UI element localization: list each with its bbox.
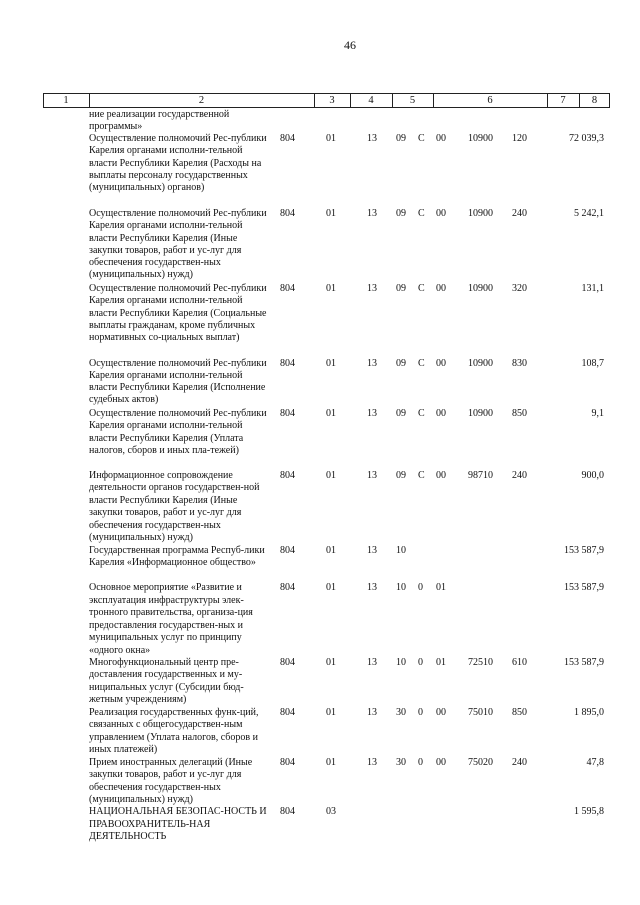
row-cell-c5: 13 [367,657,377,668]
row-name: Осуществление полномочий Рес-публики Карелия органами исполни-тельной власти Республики Карелия (Уплата налогов, сборов и иных пла-тежей) [89,408,267,456]
row-cell-a: 09 [396,358,406,369]
header-col-7: 7 [560,95,566,106]
row-cell-d: 01 [436,582,446,593]
row-cell-a: 10 [396,545,406,556]
row-amount: 153 587,9 [564,545,604,556]
row-cell-a: 30 [396,707,406,718]
row-cell-e: 72510 [468,657,493,668]
row-cell-e: 10900 [468,208,493,219]
row-cell-c3: 804 [280,470,295,481]
row-cell-c4: 03 [326,806,336,817]
row-cell-b: 0 [418,582,423,593]
row-cell-e: 10900 [468,283,493,294]
row-cell-d: 00 [436,358,446,369]
header-col-2: 2 [198,95,205,106]
header-col-1: 1 [63,95,69,106]
row-name: Основное мероприятие «Развитие и эксплуатация инфраструктуры элек-тронного правительства, организа-ция предоставления государствен-ных и муниципальных услуг по принципу «одного окна» [89,582,253,656]
row-cell-c4: 01 [326,133,336,144]
row-cell-c7: 240 [512,757,527,768]
row-cell-d: 01 [436,657,446,668]
row-cell-c3: 804 [280,545,295,556]
row-cell-c7: 240 [512,208,527,219]
row-cell-c5: 13 [367,283,377,294]
row-cell-a: 09 [396,283,406,294]
row-cell-c5: 13 [367,757,377,768]
row-amount: 900,0 [581,470,604,481]
row-cell-d: 00 [436,707,446,718]
row-name: НАЦИОНАЛЬНАЯ БЕЗОПАС-НОСТЬ И ПРАВООХРАНИТЕЛЬ-НАЯ ДЕЯТЕЛЬНОСТЬ [89,806,267,842]
row-cell-e: 75010 [468,707,493,718]
row-name: ние реализации государственной программы» [89,109,230,132]
row-cell-e: 10900 [468,408,493,419]
row-cell-e: 75020 [468,757,493,768]
header-col-6: 6 [487,95,493,106]
row-cell-a: 09 [396,208,406,219]
row-amount: 153 587,9 [564,582,604,593]
row-name: Реализация государственных функ-ций, связанных с общегосударствен-ным управлением (Уплата налогов, сборов и иных платежей) [89,707,259,755]
row-cell-c3: 804 [280,657,295,668]
row-name: Информационное сопровождение деятельности органов государствен-ной власти Республики Карелия (Иные закупки товаров, работ и ус-луг для обеспечения государствен-ных (муниципальных) нужд) [89,470,260,544]
row-cell-c4: 01 [326,707,336,718]
row-name: Осуществление полномочий Рес-публики Карелия органами исполни-тельной власти Республики Карелия (Расходы на выплаты персоналу государственных (муниципальных) органов) [89,133,267,194]
row-cell-c4: 01 [326,657,336,668]
row-cell-c3: 804 [280,283,295,294]
row-cell-b: С [418,283,425,294]
row-amount: 9,1 [591,408,604,419]
row-cell-c7: 850 [512,707,527,718]
row-cell-c7: 830 [512,358,527,369]
row-cell-c5: 13 [367,545,377,556]
row-amount: 153 587,9 [564,657,604,668]
row-cell-c7: 850 [512,408,527,419]
row-cell-e: 10900 [468,358,493,369]
row-name: Государственная программа Респуб-лики Карелия «Информационное общество» [89,545,265,568]
row-cell-a: 30 [396,757,406,768]
row-cell-c4: 01 [326,283,336,294]
row-amount: 72 039,3 [569,133,604,144]
row-cell-c4: 01 [326,545,336,556]
row-cell-e: 10900 [468,133,493,144]
row-name: Осуществление полномочий Рес-публики Карелия органами исполни-тельной власти Республики Карелия (Исполнение судебных актов) [89,358,267,405]
row-amount: 108,7 [581,358,604,369]
header-col-4: 4 [368,95,374,106]
row-name: Осуществление полномочий Рес-публики Карелия органами исполни-тельной власти Республики Карелия (Иные закупки товаров, работ и ус-луг для обеспечения государствен-ных (муниципальных) нужд) [89,208,267,281]
row-cell-c5: 13 [367,358,377,369]
row-amount: 1 595,8 [574,806,604,817]
table-header [43,93,610,108]
row-cell-b: 0 [418,707,423,718]
row-cell-b: 0 [418,657,423,668]
row-cell-c4: 01 [326,470,336,481]
row-cell-c3: 804 [280,757,295,768]
row-cell-d: 00 [436,470,446,481]
row-cell-d: 00 [436,133,446,144]
row-cell-a: 10 [396,657,406,668]
row-cell-c5: 13 [367,582,377,593]
row-cell-a: 09 [396,133,406,144]
row-cell-b: С [418,133,425,144]
row-cell-d: 00 [436,208,446,219]
row-cell-c7: 320 [512,283,527,294]
row-cell-c3: 804 [280,408,295,419]
row-amount: 1 895,0 [574,707,604,718]
row-cell-d: 00 [436,283,446,294]
row-cell-c5: 13 [367,707,377,718]
row-cell-c7: 120 [512,133,527,144]
row-amount: 5 242,1 [574,208,604,219]
row-cell-c3: 804 [280,707,295,718]
row-cell-c4: 01 [326,408,336,419]
row-cell-c7: 240 [512,470,527,481]
row-cell-c3: 804 [280,582,295,593]
row-cell-c5: 13 [367,208,377,219]
row-cell-c5: 13 [367,470,377,481]
row-cell-c3: 804 [280,133,295,144]
row-cell-b: С [418,408,425,419]
row-cell-c4: 01 [326,582,336,593]
row-cell-b: 0 [418,757,423,768]
row-cell-a: 10 [396,582,406,593]
row-cell-d: 00 [436,408,446,419]
row-cell-c7: 610 [512,657,527,668]
row-amount: 47,8 [586,757,604,768]
row-cell-a: 09 [396,408,406,419]
row-cell-d: 00 [436,757,446,768]
row-cell-e: 98710 [468,470,493,481]
row-amount: 131,1 [581,283,604,294]
page-number: 46 [344,38,356,52]
header-col-8: 8 [591,95,598,106]
row-name: Многофункциональный центр пре-доставления государственных и му-ниципальных услуг (Субсидии бюд-жетным учреждениям) [89,657,244,705]
row-cell-b: С [418,470,425,481]
row-name: Осуществление полномочий Рес-публики Карелия органами исполни-тельной власти Республики Карелия (Социальные выплаты гражданам, кроме публичных нормативных со-циальных выплат) [89,283,267,344]
row-cell-c3: 804 [280,208,295,219]
row-cell-a: 09 [396,470,406,481]
row-cell-c5: 13 [367,133,377,144]
row-name: Прием иностранных делегаций (Иные закупки товаров, работ и ус-луг для обеспечения государствен-ных (муниципальных) нужд) [89,757,253,805]
row-cell-c3: 804 [280,358,295,369]
row-cell-c5: 13 [367,408,377,419]
header-col-3: 3 [329,95,335,106]
row-cell-c4: 01 [326,208,336,219]
header-col-5: 5 [409,95,416,106]
row-cell-c3: 804 [280,806,295,817]
row-cell-b: С [418,358,425,369]
row-cell-c4: 01 [326,757,336,768]
row-cell-c4: 01 [326,358,336,369]
row-cell-b: С [418,208,425,219]
